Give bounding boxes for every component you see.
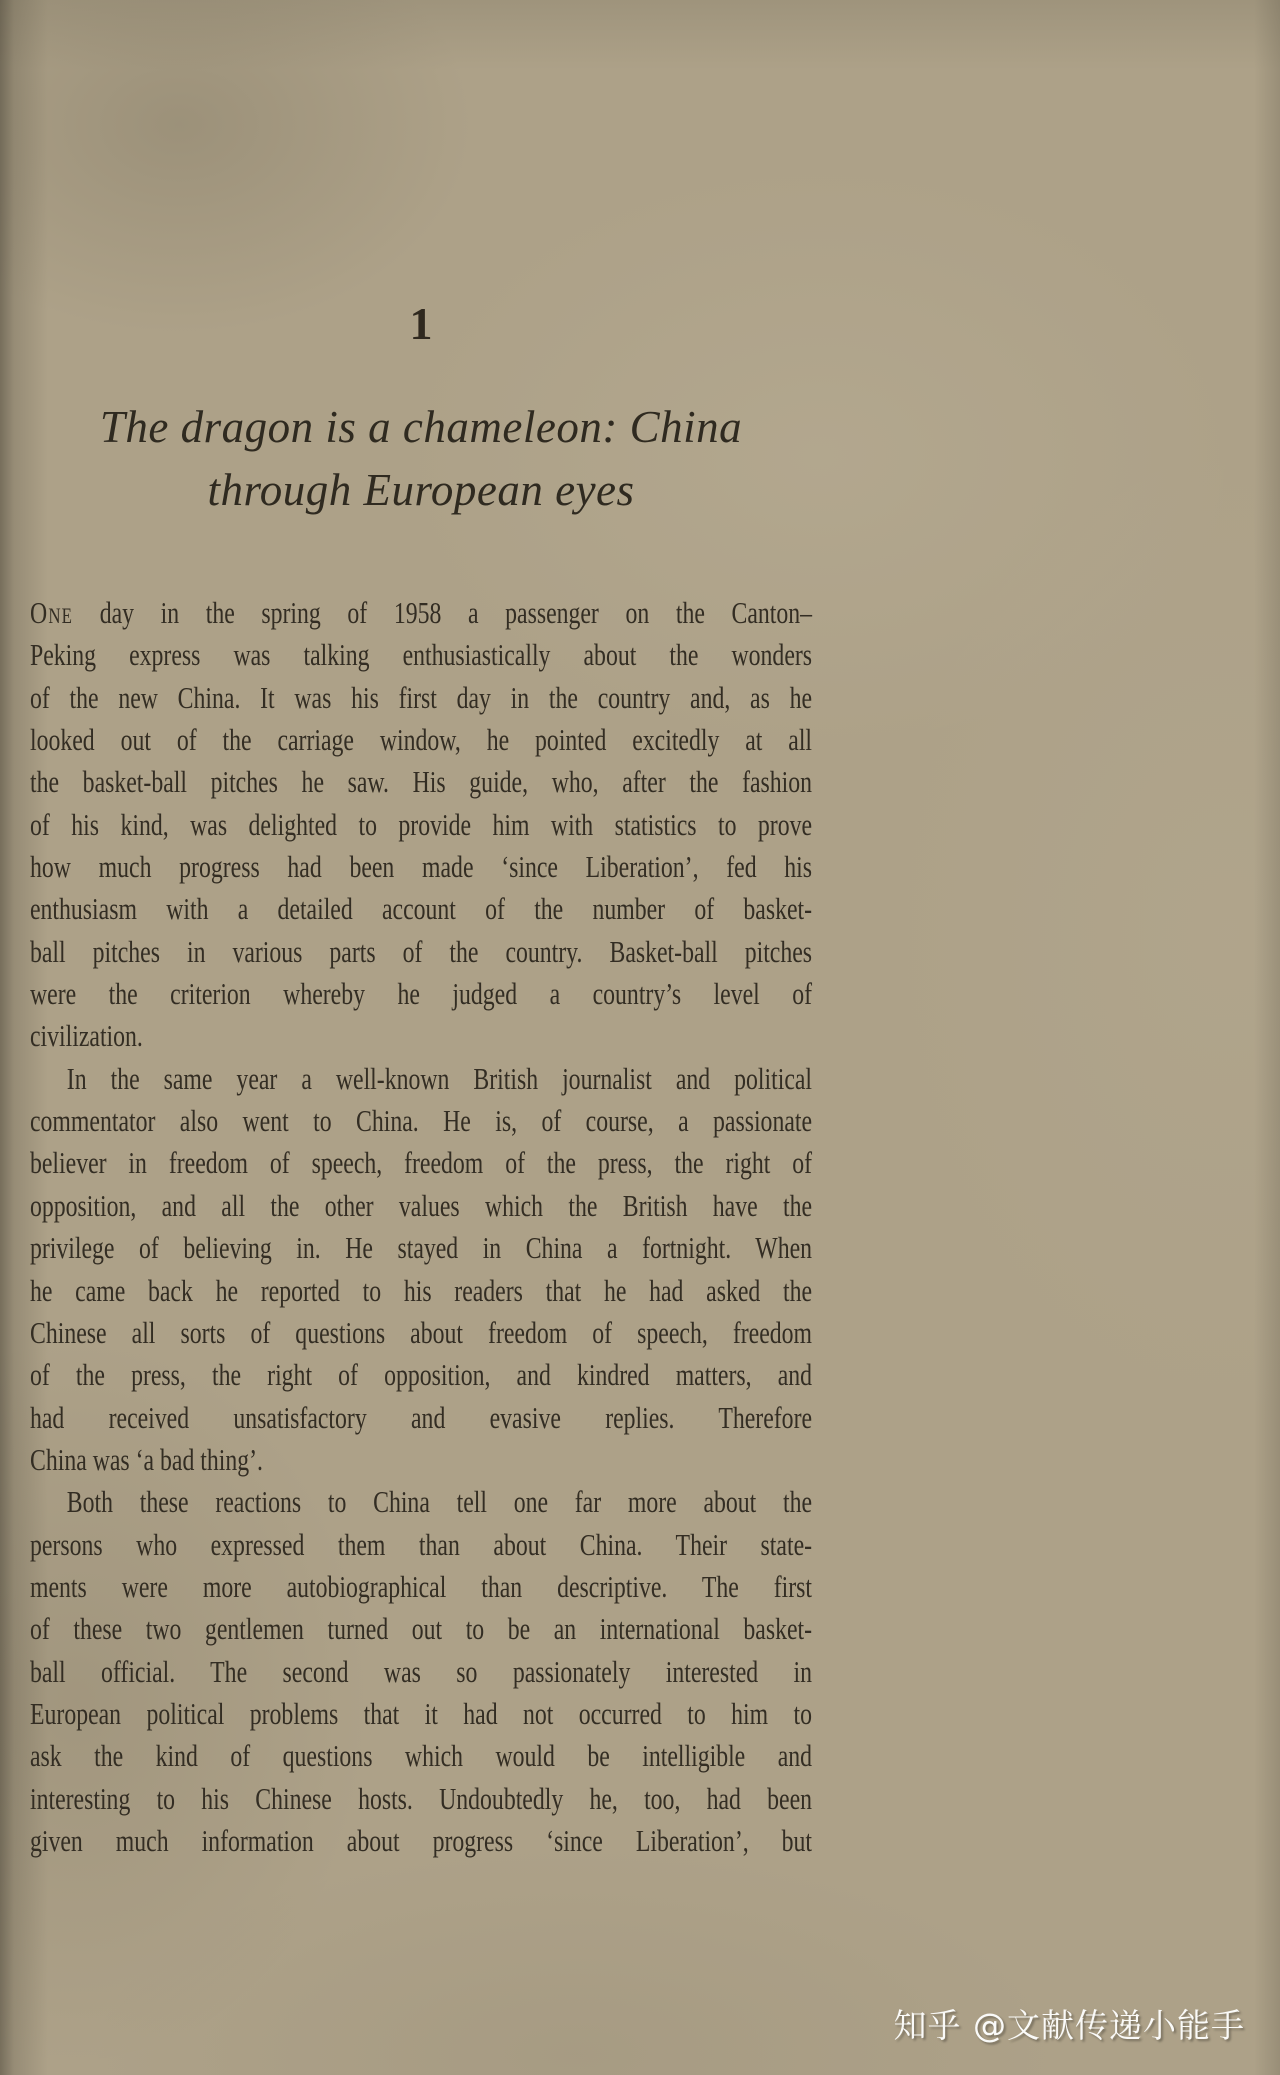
text-line: Peking express was talking enthusiastically about the wonders (30, 637, 813, 673)
text-line: he came back he reported to his readers that he had asked the (30, 1272, 813, 1308)
text-line: ball pitches in various parts of the country. Basket-ball pitches (30, 933, 813, 969)
text-line: how much progress had been made ‘since Liberation’, fed his (30, 849, 813, 885)
text-line: In the same year a well-known British journalist and political (66, 1060, 813, 1096)
text-line: of the press, the right of opposition, and kindred matters, and (30, 1357, 813, 1393)
chapter-number: 1 (409, 298, 433, 349)
chapter-title-line-2: through European eyes (207, 465, 635, 515)
text-line (30, 592, 812, 634)
text-line: persons who expressed them than about China. Their state- (30, 1526, 813, 1562)
text-line-rest: day in the spring of 1958 a passenger on the Canton– (73, 595, 813, 630)
text-line: looked out of the carriage window, he pointed excitedly at all (30, 722, 813, 758)
text-line: of the new China. It was his first day in the country and, as he (30, 679, 813, 715)
text-line: privilege of believing in. He stayed in China a fortnight. When (30, 1230, 813, 1266)
text-line: of these two gentlemen turned out to be an international basket- (30, 1611, 813, 1647)
text-line: ments were more autobiographical than descriptive. The first (30, 1568, 813, 1604)
text-line: opposition, and all the other values which the British have the (30, 1187, 813, 1223)
chapter-title (30, 396, 812, 522)
text-line: given much information about progress ‘since Liberation’, but (30, 1822, 813, 1858)
text-line: Chinese all sorts of questions about freedom of speech, freedom (30, 1314, 813, 1350)
zhihu-watermark: 知乎 @文献传递小能手 (893, 2006, 1245, 2045)
paragraph-1 (30, 592, 812, 1058)
text-line: had received unsatisfactory and evasive replies. Therefore (30, 1399, 813, 1435)
text-line: enthusiasm with a detailed account of the number of basket- (30, 891, 813, 927)
paragraph-3 (30, 1481, 812, 1862)
text-line: ball official. The second was so passionately interested in (30, 1653, 813, 1689)
body-text (30, 592, 812, 1862)
text-line: of his kind, was delighted to provide him with statistics to prove (30, 806, 813, 842)
text-line: European political problems that it had not occurred to him to (30, 1695, 813, 1731)
text-line: Both these reactions to China tell one far more about the (66, 1484, 813, 1520)
text-line: commentator also went to China. He is, of course, a passionate (30, 1103, 813, 1139)
paragraph-2 (30, 1058, 812, 1481)
text-line: China was ‘a bad thing’. (30, 1441, 264, 1477)
chapter-title-line-1: The dragon is a chameleon: China (99, 402, 743, 452)
text-line: the basket-ball pitches he saw. His guide, who, after the fashion (30, 764, 813, 800)
text-line: believer in freedom of speech, freedom of the press, the right of (30, 1145, 813, 1181)
text-line: were the criterion whereby he judged a country’s level of (30, 976, 813, 1012)
text-line: ask the kind of questions which would be intelligible and (30, 1738, 813, 1774)
text-line: civilization. (30, 1018, 143, 1054)
text-line: interesting to his Chinese hosts. Undoubtedly he, too, had been (30, 1780, 813, 1816)
small-caps-lead-word: One (30, 595, 74, 630)
